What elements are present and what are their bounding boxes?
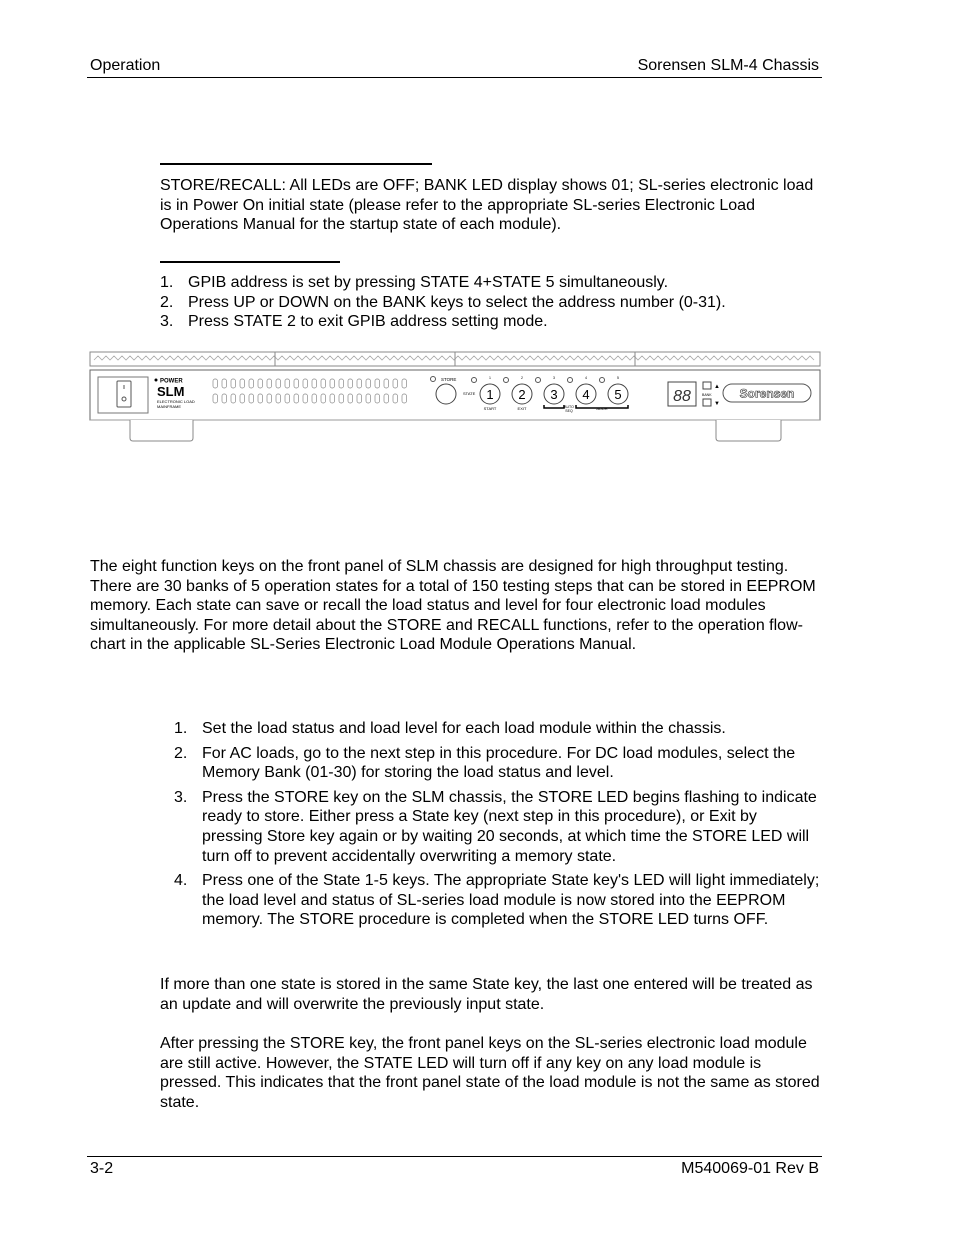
vent-slot — [393, 394, 398, 403]
vent-slot — [240, 394, 245, 403]
state-key-label: 3 — [550, 387, 558, 402]
state-key-label: 2 — [518, 387, 526, 402]
bank-up-button[interactable] — [703, 382, 711, 389]
vent-slot — [285, 379, 290, 388]
header-document-title: Sorensen SLM-4 Chassis — [637, 57, 819, 74]
state-key-label: 5 — [614, 387, 622, 402]
vent-slot — [312, 394, 317, 403]
list-number: 2. — [160, 293, 174, 311]
vent-slot — [375, 379, 380, 388]
vent-slot — [330, 394, 335, 403]
led-number: 2 — [521, 376, 523, 380]
state-key-1[interactable] — [480, 384, 500, 404]
vent-slot — [357, 379, 362, 388]
state-key-label: 1 — [486, 387, 494, 402]
gpib-heading-rule — [160, 261, 340, 263]
seq-caption: SEQ — [565, 409, 573, 413]
vent-slot — [258, 394, 263, 403]
state-key-4[interactable] — [576, 384, 596, 404]
list-number: 2. — [174, 744, 188, 762]
power-switch[interactable] — [117, 381, 131, 407]
vent-slot — [249, 379, 254, 388]
list-text: Press one of the State 1-5 keys. The appropriate State key's LED will light immediately; the load level and status of SL-series load module is now stored into the EEPROM memory. The STORE procedure is completed when the STORE LED turns OFF. — [202, 872, 820, 929]
vent-slot — [222, 379, 227, 388]
list-number: 3. — [174, 788, 188, 806]
vent-slot — [258, 379, 263, 388]
vent-slot — [348, 379, 353, 388]
vent-slot — [213, 394, 218, 403]
vent-slot — [321, 394, 326, 403]
vent-slot — [213, 379, 218, 388]
vent-slot — [222, 394, 227, 403]
vent-slot — [384, 379, 389, 388]
vent-slot — [276, 379, 281, 388]
bank-down-arrow-icon: ▼ — [714, 401, 720, 407]
header-rule — [87, 77, 822, 78]
brand-subtitle: ELECTRONIC LOAD — [157, 399, 195, 404]
vent-slot — [357, 394, 362, 403]
state-key-5[interactable] — [608, 384, 628, 404]
list-text: Press UP or DOWN on the BANK keys to select the address number (0-31). — [188, 293, 726, 311]
vent-slot — [303, 394, 308, 403]
vent-slot — [312, 379, 317, 388]
brand-label: SLM — [157, 384, 185, 399]
state-key-3[interactable] — [544, 384, 564, 404]
vent-slot — [366, 379, 371, 388]
state-label: STATE — [463, 391, 476, 396]
panel-foot-right — [716, 420, 781, 441]
panel-foot-left — [130, 420, 193, 441]
auto-caption: AUTO — [564, 405, 574, 409]
state-key-label: 4 — [582, 387, 590, 402]
function-keys-paragraph: The eight function keys on the front panel of SLM chassis are designed for high throughput testing. There are 30 banks of 5 operation states for a total of 150 testing steps that can be stored in EEPROM memory. Each state can save or recall the load status and level for four electronic load modules simultaneously. For more detail about the STORE and RECALL functions, refer to the operation flow-chart in the applicable SL-Series Electronic Load Module Operations Manual. — [90, 558, 816, 654]
vent-slot — [330, 379, 335, 388]
power-label: POWER — [160, 378, 183, 385]
list-number: 3. — [160, 313, 174, 331]
list-item — [160, 744, 820, 783]
vent-slot — [402, 379, 407, 388]
list-item — [160, 312, 820, 332]
bank-up-arrow-icon: ▲ — [714, 384, 720, 390]
vent-slot — [339, 394, 344, 403]
list-number: 1. — [160, 274, 174, 291]
list-item — [160, 788, 820, 866]
vent-slot — [231, 379, 236, 388]
bank-down-button[interactable] — [703, 399, 711, 406]
bank-display-digits: 88 — [673, 388, 691, 405]
list-text: Press STATE 2 to exit GPIB address setting mode. — [188, 313, 548, 331]
vent-slot — [285, 394, 290, 403]
vent-slot — [276, 394, 281, 403]
vent-slot — [375, 394, 380, 403]
vent-slot — [249, 394, 254, 403]
active-keys-note-paragraph: After pressing the STORE key, the front panel keys on the SL-series electronic load module are still active. However, the STATE LED will turn off if any key on any load module is pressed. This indicates that the front panel state of the load module is not the same as stored state. — [160, 1035, 820, 1111]
list-number: 1. — [174, 720, 188, 737]
brand-subtitle-2: MAINFRAME — [157, 404, 181, 409]
led-number: 4 — [585, 376, 587, 380]
vent-slot — [231, 394, 236, 403]
list-text: For AC loads, go to the next step in this procedure. For DC load modules, select the Memory Bank (01-30) for storing the load status and level. — [202, 744, 796, 782]
header-section-title: Operation — [90, 57, 161, 74]
page-number: 3-2 — [90, 1160, 114, 1177]
update-note-paragraph: If more than one state is stored in the same State key, the last one entered will be treated as an update and will overwrite the previously input state. — [160, 976, 813, 1013]
vent-slot — [393, 379, 398, 388]
vent-slot — [267, 394, 272, 403]
vent-slot — [366, 394, 371, 403]
led-number: 3 — [553, 376, 555, 380]
vent-slot — [294, 379, 299, 388]
power-led — [155, 379, 158, 382]
list-item — [160, 719, 820, 739]
vent-slot — [348, 394, 353, 403]
store-steps-list — [160, 719, 820, 935]
state-key-2[interactable] — [512, 384, 532, 404]
exit-caption: EXIT — [517, 406, 527, 411]
led-number: 5 — [617, 376, 619, 380]
list-item — [160, 293, 820, 313]
vent-slot — [321, 379, 326, 388]
store-key[interactable] — [436, 384, 456, 404]
start-caption: START — [483, 406, 497, 411]
vent-slot — [339, 379, 344, 388]
vent-slot — [294, 394, 299, 403]
footer-rule — [87, 1156, 822, 1157]
vent-slot — [303, 379, 308, 388]
gpib-steps-list — [160, 273, 820, 332]
list-text: GPIB address is set by pressing STATE 4+STATE 5 simultaneously. — [188, 274, 669, 291]
addr-caption: ADDR — [596, 406, 608, 411]
document-revision: M540069-01 Rev B — [681, 1160, 819, 1177]
list-text: Press the STORE key on the SLM chassis, the STORE LED begins flashing to indicate ready to store. Either press a State key (next step in this procedure), or Exit by pressing Store key again or by waiting 20 seconds, at which time the STORE LED will turn off to prevent accidentally overwriting a memory state. — [202, 788, 817, 865]
sorensen-logo: Sorensen — [739, 386, 795, 401]
list-item — [160, 273, 820, 293]
initial-state-paragraph: STORE/RECALL: All LEDs are OFF; BANK LED display shows 01; SL-series electronic load is in Power On initial state (please refer to the appropriate SL-series Electronic Load Operations Manual for the startup state of each module). — [160, 177, 814, 234]
led-number: 1 — [489, 376, 491, 380]
bank-label: BANK — [702, 393, 712, 397]
list-text: Set the load status and load level for each load module within the chassis. — [202, 720, 726, 737]
list-number: 4. — [174, 872, 188, 890]
initial-state-heading-rule — [160, 163, 432, 165]
vent-slot — [402, 394, 407, 403]
vent-slot — [384, 394, 389, 403]
store-label: STORE — [441, 377, 457, 382]
list-item — [160, 871, 820, 930]
slm-front-panel-figure — [88, 348, 823, 443]
vent-slot — [240, 379, 245, 388]
vent-slot — [267, 379, 272, 388]
